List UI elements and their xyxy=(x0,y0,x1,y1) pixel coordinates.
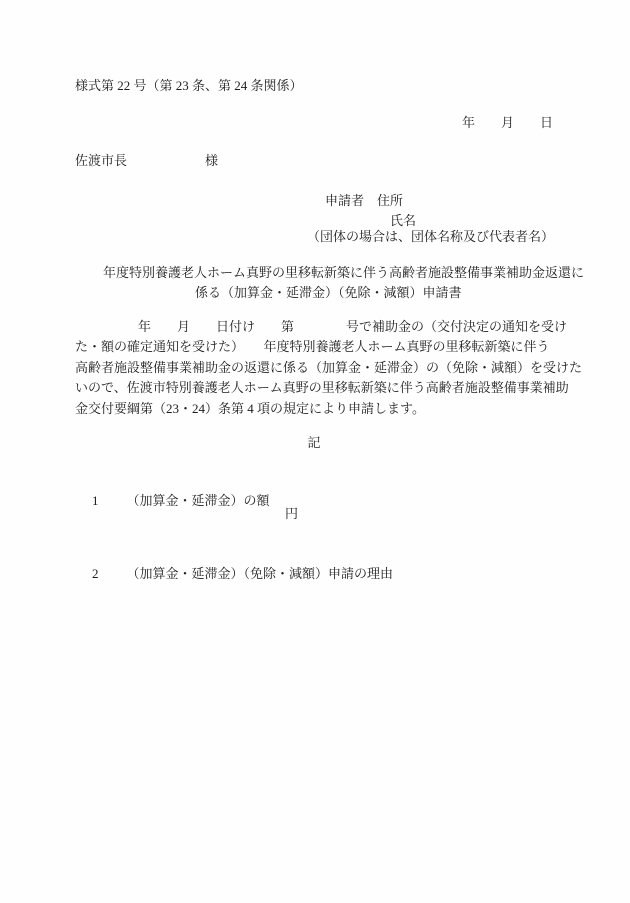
doc-title-line1: 年度特別養護老人ホーム真野の里移転新築に伴う高齢者施設整備事業補助金返還に xyxy=(103,265,585,280)
form-number: 様式第 22 号（第 23 条、第 24 条関係） xyxy=(75,78,303,93)
date-line: 年 月 日 xyxy=(461,115,553,130)
item1-row xyxy=(79,471,270,531)
body-line: いので、佐渡市特別養護老人ホーム真野の里移転新築に伴う高齢者施設整備事業補助 xyxy=(75,380,569,395)
item2-row xyxy=(79,544,393,604)
item1-number: 1 xyxy=(92,493,99,508)
item1-amount-unit: 円 xyxy=(285,506,299,521)
applicant-name-line: 氏名 xyxy=(390,213,417,228)
item2-label: （加算金・延滞金）（免除・減額）申請の理由 xyxy=(126,566,394,581)
item1-label: （加算金・延滞金）の額 xyxy=(126,493,270,508)
item2-number: 2 xyxy=(92,566,99,581)
body-line: た・額の確定通知を受けた） 年度特別養護老人ホーム真野の里移転新築に伴う xyxy=(75,339,550,354)
record-marker: 記 xyxy=(307,435,321,450)
applicant-org-note: （団体の場合は、団体名称及び代表者名） xyxy=(307,229,555,244)
body-line: 高齢者施設整備事業補助金の返還に係る（加算金・延滞金）の（免除・減額）を受けた xyxy=(75,360,583,375)
addressee-line: 佐渡市長 様 xyxy=(75,153,219,168)
body-line: 金交付要綱第（23・24）条第 4 項の規定により申請します。 xyxy=(75,401,425,416)
applicant-address-line: 申請者 住所 xyxy=(325,193,404,208)
body-line: 年 月 日付け 第 号で補助金の（交付決定の通知を受け xyxy=(138,319,568,334)
doc-title-line2: 係る（加算金・延滞金）（免除・減額）申請書 xyxy=(195,285,462,300)
